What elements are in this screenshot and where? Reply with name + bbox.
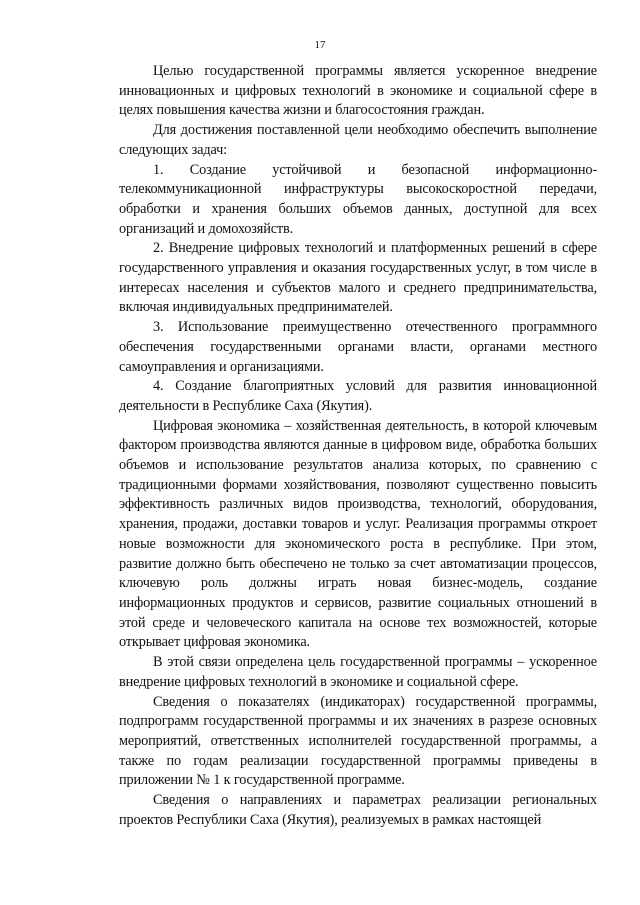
paragraph-program-goal: Целью государственной программы является ускоренное внедрение инновационных и цифровых технологий в экономике и социальной сфере в целях повышения качества жизни и благосостояния граждан. xyxy=(119,63,597,119)
paragraph-program-aim: В этой связи определена цель государственной программы – ускоренное внедрение цифровых технологий в экономике и социальной сфере. xyxy=(119,654,597,690)
paragraph-digital-economy: Цифровая экономика – хозяйственная деятельность, в которой ключевым фактором производства являются данные в цифровом виде, обработка больших объемов и использование результатов анализа которых, по сравнению с традиционными формами хозяйствования, позволяют существенно повысить эффективность различных видов производства, технологий, оборудования, хранения, продажи, доставки товаров и услуг. Реализация программы откроет новые возможности для экономического роста в республике. При этом, развитие должно быть обеспечено не только за счет автоматизации процессов, ключевую роль должны играть новая бизнес-модель, создание информационных продуктов и сервисов, развитие социальных отношений в этой среде и человеческого капитала на основе тех возможностей, которые открывает цифровая экономика. xyxy=(119,417,597,651)
paragraph-indicators: Сведения о показателях (индикаторах) государственной программы, подпрограмм государственной программы и их значениях в разрезе основных мероприятий, ответственных исполнителей государственной программы, а также по годам реализации государственной программы приведены в приложении № 1 к государственной программе. xyxy=(119,693,597,789)
page-number: 17 xyxy=(314,39,326,51)
paragraph-regional-projects: Сведения о направлениях и параметрах реализации региональных проектов Республики Саха (Якутия), реализуемых в рамках настоящей xyxy=(119,792,597,828)
paragraph-task-4: 4. Создание благоприятных условий для развития инновационной деятельности в Республике Саха (Якутия). xyxy=(119,378,597,414)
paragraph-task-2: 2. Внедрение цифровых технологий и платформенных решений в сфере государственного управления и оказания государственных услуг, в том числе в интересах населения и субъектов малого и среднего предпринимательства, включая индивидуальных предпринимателей. xyxy=(119,240,597,316)
document-body xyxy=(119,62,597,830)
paragraph-task-3: 3. Использование преимущественно отечественного программного обеспечения государственными органами власти, органами местного самоуправления и организациями. xyxy=(119,319,597,375)
paragraph-task-1: 1. Создание устойчивой и безопасной информационно-телекоммуникационной инфраструктуры высокоскоростной передачи, обработки и хранения больших объемов данных, доступной для всех организаций и домохозяйств. xyxy=(119,161,597,237)
paragraph-tasks-intro: Для достижения поставленной цели необходимо обеспечить выполнение следующих задач: xyxy=(119,122,597,158)
